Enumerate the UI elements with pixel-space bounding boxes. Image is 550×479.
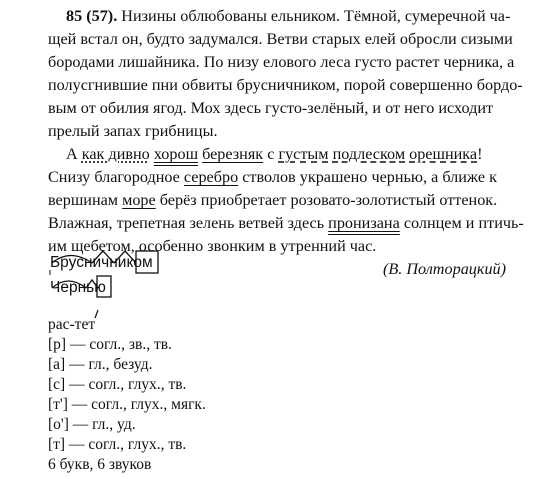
author-attribution: (В. Полторацкий) [383, 260, 507, 278]
circumstance-underline: как дивно [81, 145, 150, 163]
predicate-underline: пронизана [328, 214, 400, 232]
text-fragment: стволов украшено чернью, а ближе к [238, 168, 497, 186]
phonetic-line: [т] — согл., глух., тв. [48, 436, 187, 453]
phonetic-line: [а] — гл., безуд. [48, 356, 153, 373]
text-fragment: берёз приобретает розовато-золотистый оттенок. [155, 191, 498, 209]
text-fragment: Влажная, трепетная зелень ветвей здесь [48, 214, 329, 232]
phonetic-line: [т'] — согл., глух., мягк. [48, 396, 206, 413]
text-fragment: с [263, 145, 279, 163]
subject-underline: серебро [183, 168, 239, 186]
phonetic-word: рас-тет [48, 316, 96, 333]
subject-underline: березняк [202, 145, 264, 163]
attribute-underline: орешника [409, 145, 478, 163]
predicate-underline: хорош [153, 145, 199, 163]
stress-mark [95, 310, 98, 318]
phonetic-line: [с] — согл., глух., тв. [48, 376, 187, 393]
text-fragment: Снизу благородное [48, 168, 184, 186]
paragraph1-text: Низины облюбованы ельником. Тёмной, сумеречной ча- [121, 7, 511, 25]
text-fragment: ! [477, 145, 483, 163]
paragraph1-line6: прелый запах грибницы. [48, 122, 218, 140]
phonetic-line: [р] — согл., зв., тв. [48, 336, 172, 353]
text-fragment: А [66, 145, 82, 163]
morpheme-word-2: Чернью [50, 279, 106, 296]
object-underline: подлеском [332, 145, 406, 163]
paragraph1-line3: бородами лишайника. По низу елового леса густо растет черника, а [48, 53, 515, 71]
morpheme-word-1: Брусничником [50, 254, 153, 271]
phonetic-summary: 6 букв, 6 звуков [48, 456, 152, 473]
phonetic-line: [о'] — гл., уд. [48, 416, 136, 433]
exercise-number: 85 (57). [66, 7, 118, 25]
paragraph1-line5: вым от обилия ягод. Мох здесь густо-зелёный, и от него исходит [48, 99, 494, 117]
paragraph1-line4: полусгнившие пни обвиты брусничником, порой совершенно бордо- [48, 76, 523, 94]
attribute-underline: густым [278, 145, 329, 163]
text-fragment: солнцем и птичь- [399, 214, 524, 232]
subject-underline: море [122, 191, 156, 209]
paragraph2-line5: им щебетом, особенно звонким в утренний час. [48, 237, 377, 255]
text-fragment: вершинам [48, 191, 123, 209]
paragraph1-line2: щей встал он, будто задумался. Ветви старых елей обросли сизыми [48, 30, 513, 48]
